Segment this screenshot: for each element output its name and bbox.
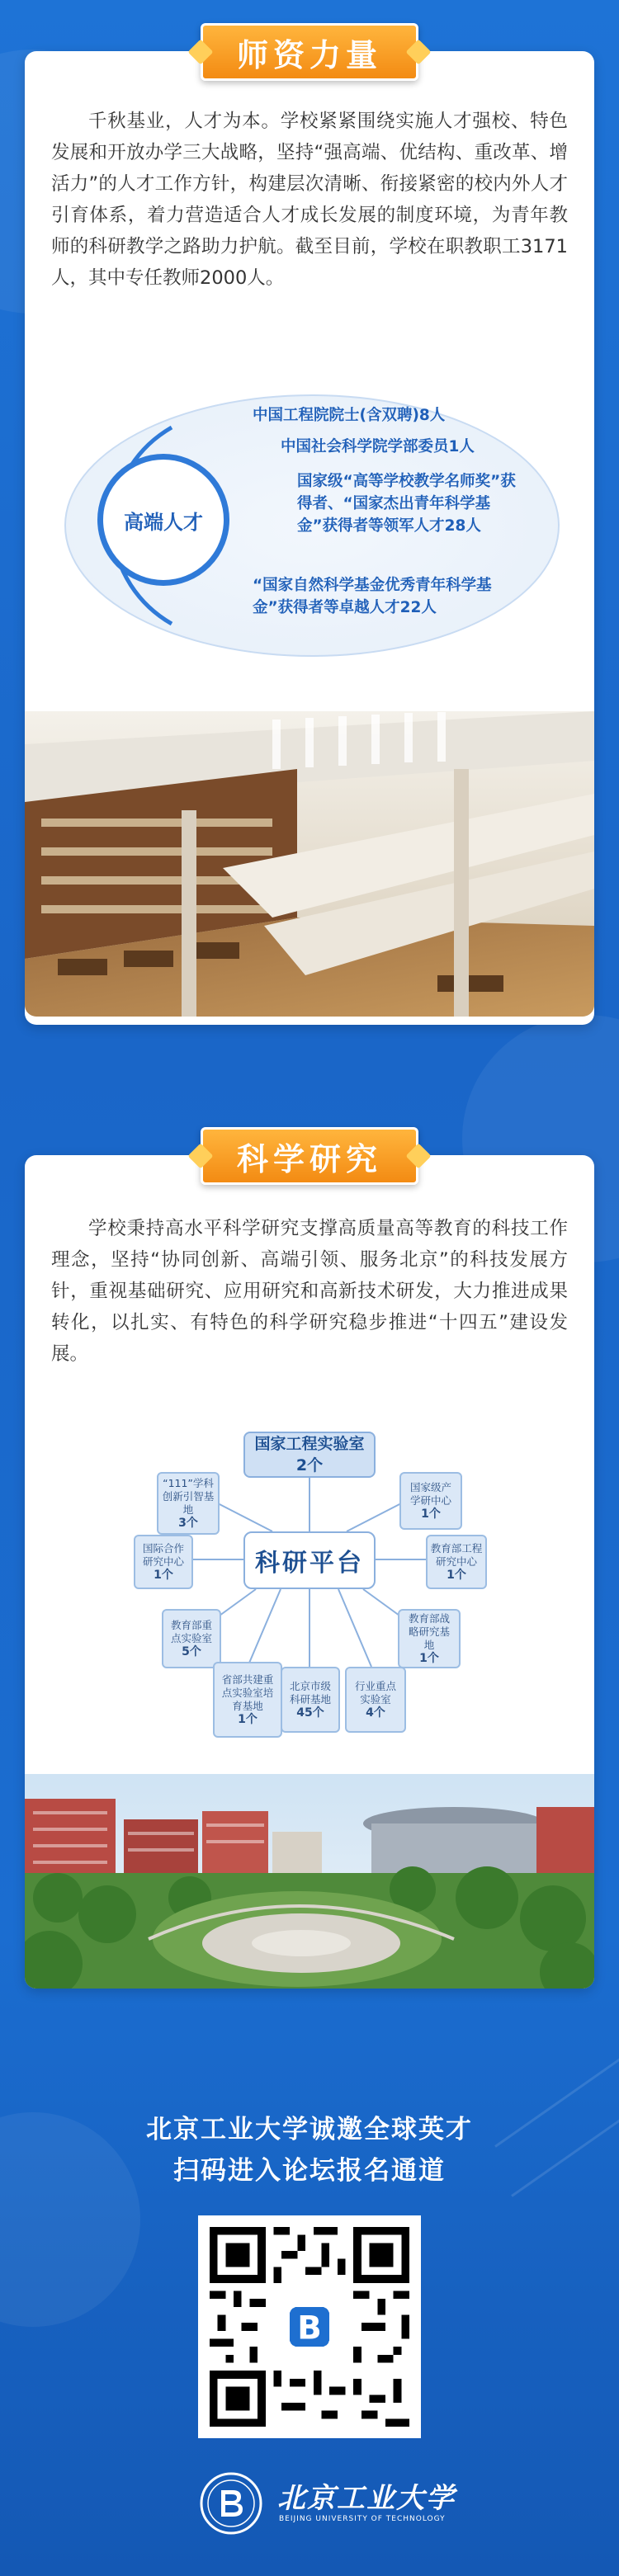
platform-node-count: 4个 <box>366 1706 385 1720</box>
university-seal-icon <box>198 2470 264 2536</box>
talent-item: “国家自然科学基金优秀青年科学基金”获得者等卓越人才22人 <box>253 577 492 616</box>
talent-item: 中国工程院院士(含双聘)8人 <box>253 407 446 424</box>
platform-node-count: 3个 <box>178 1517 198 1530</box>
platform-node <box>398 1609 461 1668</box>
platform-node-label: 北京市级科研基地 <box>289 1680 331 1706</box>
platform-node-count: 1个 <box>419 1652 439 1665</box>
talent-ring: 高端人才 <box>97 454 229 586</box>
platform-node-main <box>243 1432 376 1478</box>
talent-item: 中国社会科学院学部委员1人 <box>281 438 475 455</box>
platform-hub: 科研平台 <box>243 1531 376 1589</box>
platform-node-label: 国家工程实验室 <box>254 1435 365 1453</box>
platform-node-count: 1个 <box>238 1713 258 1726</box>
platform-node <box>399 1472 462 1530</box>
svg-text:B: B <box>297 2309 322 2347</box>
platform-node-label: 教育部战略研究基地 <box>408 1612 450 1651</box>
platform-node <box>157 1472 220 1535</box>
platform-node <box>162 1609 221 1668</box>
footer-signup-text: 扫码进入论坛报名通道 <box>173 2156 446 2186</box>
university-name: 北京工业大学 <box>277 2482 456 2515</box>
university-logo-row <box>0 2467 619 2541</box>
platform-node-label: 国家级产学研中心 <box>409 1481 451 1507</box>
platform-node <box>281 1667 340 1733</box>
platform-node <box>426 1535 487 1589</box>
platform-node-count: 2个 <box>295 1456 324 1474</box>
platform-node-count: 5个 <box>182 1645 201 1658</box>
platform-node-label: 教育部工程研究中心 <box>430 1542 483 1568</box>
platform-node-label: 国际合作研究中心 <box>142 1542 184 1568</box>
platform-node-count: 1个 <box>154 1569 173 1582</box>
platform-node-label: 省部共建重点实验室培育基地 <box>221 1673 274 1712</box>
platform-node-label: 教育部重点实验室 <box>170 1619 212 1644</box>
university-name-en: BEIJING UNIVERSITY OF TECHNOLOGY <box>279 2515 446 2523</box>
platform-node-count: 1个 <box>447 1569 466 1582</box>
platform-node <box>345 1667 406 1733</box>
footer-invite-text: 北京工业大学诚邀全球英才 <box>146 2115 473 2144</box>
signup-qr-code[interactable] <box>198 2215 421 2438</box>
qr-code-icon <box>210 2227 409 2427</box>
platform-node <box>213 1662 282 1738</box>
platform-node <box>134 1535 193 1589</box>
campus-photo <box>25 1774 594 1989</box>
platform-node-label: “111”学科创新引智基地 <box>162 1477 215 1516</box>
research-paragraph: 学校秉持高水平科学研究支撑高质量高等教育的科技工作理念，坚持“协同创新、高端引领、服务北京”的科技发展方针，重视基础研究、应用研究和高新技术研发，大力推进成果转化，以扎实、有特色的科学研究稳步推进“十四五”建设发展。 <box>51 1218 568 1365</box>
platform-node-label: 行业重点实验室 <box>355 1680 397 1706</box>
faculty-paragraph: 千秋基业，人才为本。学校紧紧围绕实施人才强校、特色发展和开放办学三大战略，坚持“强高端、优结构、重改革、增活力”的人才工作方针，构建层次清晰、衔接紧密的校内外人才引育体系，着力营造适合人才成长发展的制度环境，为青年教师的科研教学之路助力护航。截至目前，学校在职教职工3171人，其中专任教师2000人。 <box>51 111 568 289</box>
platform-node-count: 45个 <box>296 1706 324 1720</box>
talent-item: 国家级“高等学校教学名师奖”获得者、“国家杰出青年科学基金”获得者等领军人才28人 <box>297 473 516 535</box>
faculty-section-title: 师资力量 <box>201 23 418 81</box>
platform-node-count: 1个 <box>421 1507 441 1521</box>
research-section-title: 科学研究 <box>201 1127 418 1185</box>
